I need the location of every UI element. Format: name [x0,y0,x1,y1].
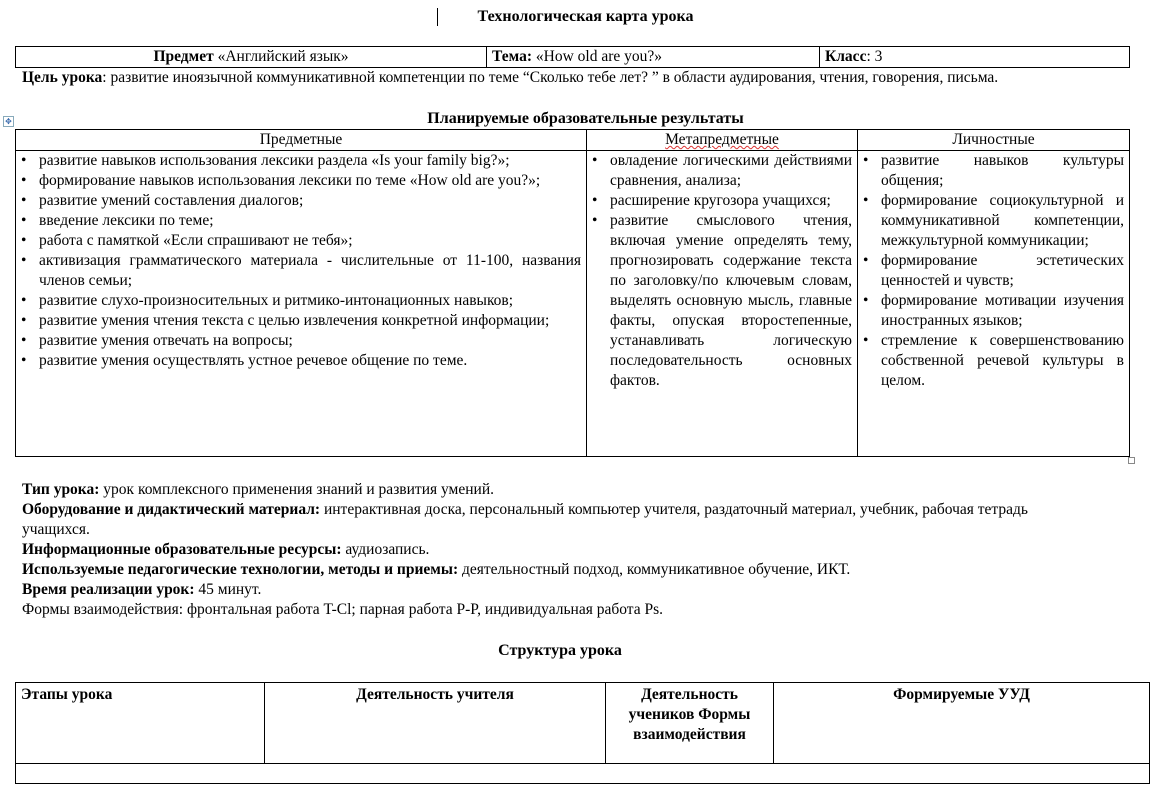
lesson-goal: Цель урока: развитие иноязычной коммуникативной компетенции по теме “Сколько тебе лет? ” в области аудирования, чтения, говорения, письма. [22,69,999,86]
list-item: • развитие слухо-произносительных и ритмико-интонационных навыков; [21,291,581,311]
topic-cell: Тема: «How old are you?» [487,47,820,68]
list-item: • развитие смыслового чтения, включая умение определять тему, прогнозировать содержание текста по заголовку/по ключевым словам, выделять основную мысль, главные факты, опуская второстепенные, устанавливать логическую последовательность основных фактов. [592,211,852,391]
list-item: • овладение логическими действиями сравнения, анализа; [592,151,852,191]
col-uud: Формируемые УУД [774,683,1150,764]
lesson-info [22,480,1062,620]
list-item: • введение лексики по теме; [21,211,581,231]
list-item: • развитие умения осуществлять устное речевое общение по теме. [21,351,581,371]
list-item: • активизация грамматического материала - числительные от 11-100, названия членов семьи; [21,251,581,291]
col-students: Деятельность учеников Формы взаимодействия [606,683,774,764]
col-subject: Предметные [16,130,587,151]
list-item: • формирование мотивации изучения иностранных языков; [863,291,1124,331]
col-personal: Личностные [858,130,1130,151]
list-item: • развитие умения чтения текста с целью извлечения конкретной информации; [21,311,581,331]
header-table [15,46,1130,68]
table-move-handle-icon[interactable]: ✥ [3,116,14,127]
class-cell: Класс: 3 [820,47,1130,68]
results-heading: Планируемые образовательные результаты [427,110,744,127]
document-title: Технологическая карта урока [477,8,694,25]
subject-cell: Предмет «Английский язык» [16,47,487,68]
duration: Время реализации урок: 45 минут. [22,581,262,598]
structure-heading: Структура урока [498,642,622,659]
list-item: • развитие умения отвечать на вопросы; [21,331,581,351]
lesson-type: Тип урока: урок комплексного применения знаний и развития умений. [22,481,494,498]
meta-results [587,151,858,457]
interaction-forms: Формы взаимодействия: фронтальная работа T-Cl; парная работа P-P, индивидуальная работа Ps. [22,601,664,618]
empty-row[interactable] [16,764,1150,784]
list-item: • развитие умений составления диалогов; [21,191,581,211]
resources: Информационные образовательные ресурсы: аудиозапись. [22,541,430,558]
list-item: • работа с памяткой «Если спрашивают не тебя»; [21,231,581,251]
technologies: Используемые педагогические технологии, методы и приемы: деятельностный подход, коммуникативное обучение, ИКТ. [22,561,851,578]
list-item: • формирование эстетических ценностей и чувств; [863,251,1124,291]
subject-results [16,151,587,457]
table-resize-handle[interactable] [1128,457,1135,464]
col-stages: Этапы урока [16,683,265,764]
col-teacher: Деятельность учителя [265,683,606,764]
list-item: • формирование социокультурной и коммуникативной компетенции, межкультурной коммуникации; [863,191,1124,251]
list-item: • расширение кругозора учащихся; [592,191,852,211]
personal-results [858,151,1130,457]
equipment: Оборудование и дидактический материал: интерактивная доска, персональный компьютер учителя, раздаточный материал, учебник, рабочая тетрадь учащихся. [22,501,1028,538]
col-meta: Метапредметные [587,130,858,151]
list-item: • развитие навыков использования лексики раздела «Is your family big?»; [21,151,581,171]
list-item: • развитие навыков культуры общения; [863,151,1124,191]
list-item: • формирование навыков использования лексики по теме «How old are you?»; [21,171,581,191]
structure-table [15,682,1150,784]
results-table [15,129,1130,457]
list-item: • стремление к совершенствованию собственной речевой культуры в целом. [863,331,1124,391]
